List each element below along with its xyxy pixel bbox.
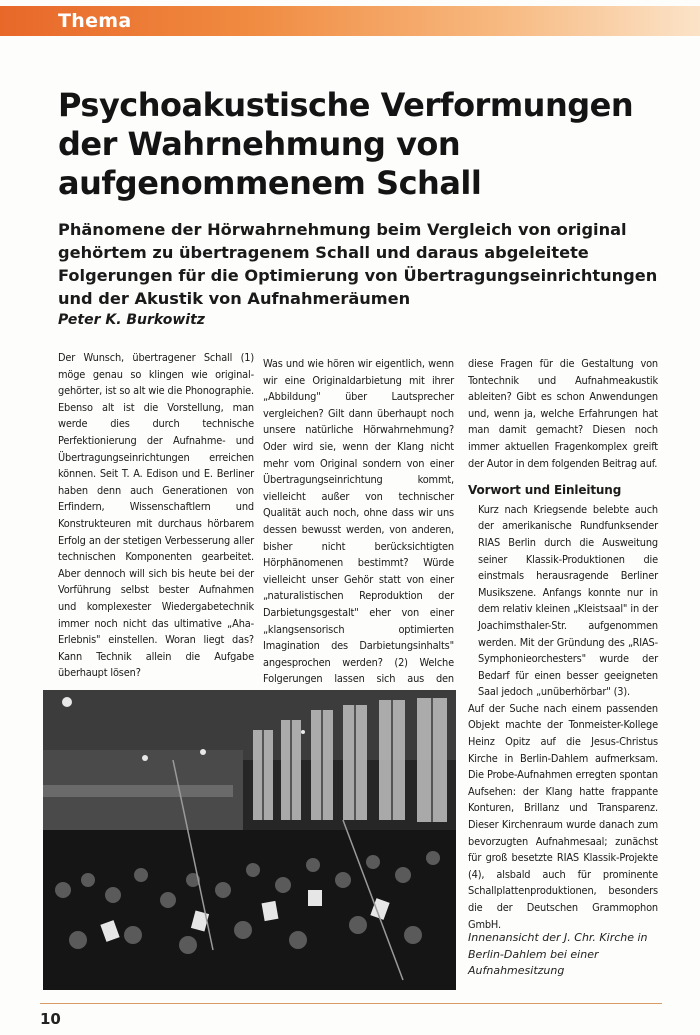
title-line-1: Psychoakustische Verformungen bbox=[58, 86, 634, 124]
text-column-2 bbox=[263, 356, 454, 704]
title-line-2: der Wahrnehmung von bbox=[58, 125, 461, 163]
author-byline: Peter K. Burkowitz bbox=[58, 312, 205, 328]
body-paragraph: Der Wunsch, übertragener Schall (1) möge genau so klingen wie original-gehörter, ist so alt wie die Phonographie. Ebenso alt ist die Vorstellung, man werde dies durch technische Perfektionierung der Aufnahme- und Übertragungseinrichtungen erreichen können. Seit T. A. Edison und E. Berliner haben denn auch Generationen von Erfindern, Wissenschaftlern und Konstrukteuren mit durchaus hörbarem Erfolg an der stetigen Verbesserung aller technischen Komponenten gearbeitet. Aber dennoch will sich bis heute bei der Vorführung selbst bester Aufnahmen und komplexester Wiedergabetechnik immer noch nicht das ultimative „Aha-Erlebnis" einstellen. Woran liegt das? Kann Technik allein die Aufgabe überhaupt lösen? bbox=[58, 351, 254, 680]
body-paragraph: Kurz nach Kriegsende belebte auch der amerikanische Rundfunksender RIAS Berlin durch die Ausweitung seiner Klassik-Produktionen die einstmals herausragende Berliner Musikszene. Anfangs konnte nur in dem relativ kleinen „Kleistsaal" in der Joachimsthaler-Str. aufgenommen werden. Mit der Gründung des „RIAS-Symphonieorchesters" wurde der Bedarf für einen besser geeigneten Saal jedoch „unüberhörbar" (3). bbox=[478, 502, 658, 699]
section-label: Thema bbox=[58, 10, 132, 32]
body-paragraph: Auf der Suche nach einem passenden Objekt machte der Tonmeister-Kollege Heinz Opitz auf die Jesus-Christus Kirche in Berlin-Dahlem aufmerksam. Die Probe-Aufnahmen erregten spontan Aufsehen: der Klang hatte frappante Konturen, Brillanz und Transparenz. Dieser Kirchenraum wurde danach zum bevorzugten Aufnahmesaal; zunächst für groß besetzte RIAS Klassik-Projekte (4), alsbald auch für prominente Schallplattenproduktionen, besonders die der Deutschen Grammophon GmbH. bbox=[468, 701, 658, 931]
article-title bbox=[58, 86, 678, 203]
footer-rule bbox=[40, 1003, 662, 1004]
page-number: 10 bbox=[40, 1010, 61, 1028]
photo-caption: Innenansicht der J. Chr. Kirche in Berlin-Dahlem bei einer Aufnahmesitzung bbox=[468, 931, 648, 977]
photo-illustration bbox=[43, 690, 456, 990]
article-subtitle: Phänomene der Hörwahrnehmung beim Vergleich von original gehörtem zu übertragenem Schall und daraus abgeleitete Folgerungen für die Optimierung von Übertragungseinrichtungen und der Akustik von Aufnahmeräumen bbox=[58, 220, 658, 308]
body-paragraph: Was und wie hören wir eigentlich, wenn wir eine Originaldarbietung mit ihrer „Abbildung" über Lautsprecher vergleichen? Gilt dann überhaupt noch unsere natürliche Hörwahrnehmung? Oder wird sie, wenn der Klang nicht mehr vom Original sondern von einer Übertragungseinrichtung kommt, vielleicht außer von technischer Qualität auch noch, ohne dass wir uns dessen bewusst werden, von anderen, bisher nicht berücksichtigten Hörphänomenen bestimmt? Würde vielleicht unser Gehör statt von einer „naturalistischen Reproduktion der Darbietungsgestalt" eher von einer „klangsensorisch optimierten Imagination des Darbietungsinhalts" angesprochen werden? (2) Welche Folgerungen lassen sich aus den bbox=[263, 357, 454, 686]
body-paragraph: diese Fragen für die Gestaltung von Tontechnik und Aufnahmeakustik ableiten? Gibt es schon Anwendungen und, wenn ja, welche Erfahrungen hat man damit gemacht? Diesen noch immer aktuellen Fragenkomplex greift der Autor in dem folgenden Beitrag auf. bbox=[468, 357, 658, 470]
section-heading: Vorwort und Einleitung bbox=[468, 483, 622, 498]
text-column-1 bbox=[58, 350, 254, 682]
title-line-3: aufgenommenem Schall bbox=[58, 164, 482, 202]
church-interior-photo bbox=[43, 690, 456, 990]
text-column-3 bbox=[468, 356, 658, 933]
